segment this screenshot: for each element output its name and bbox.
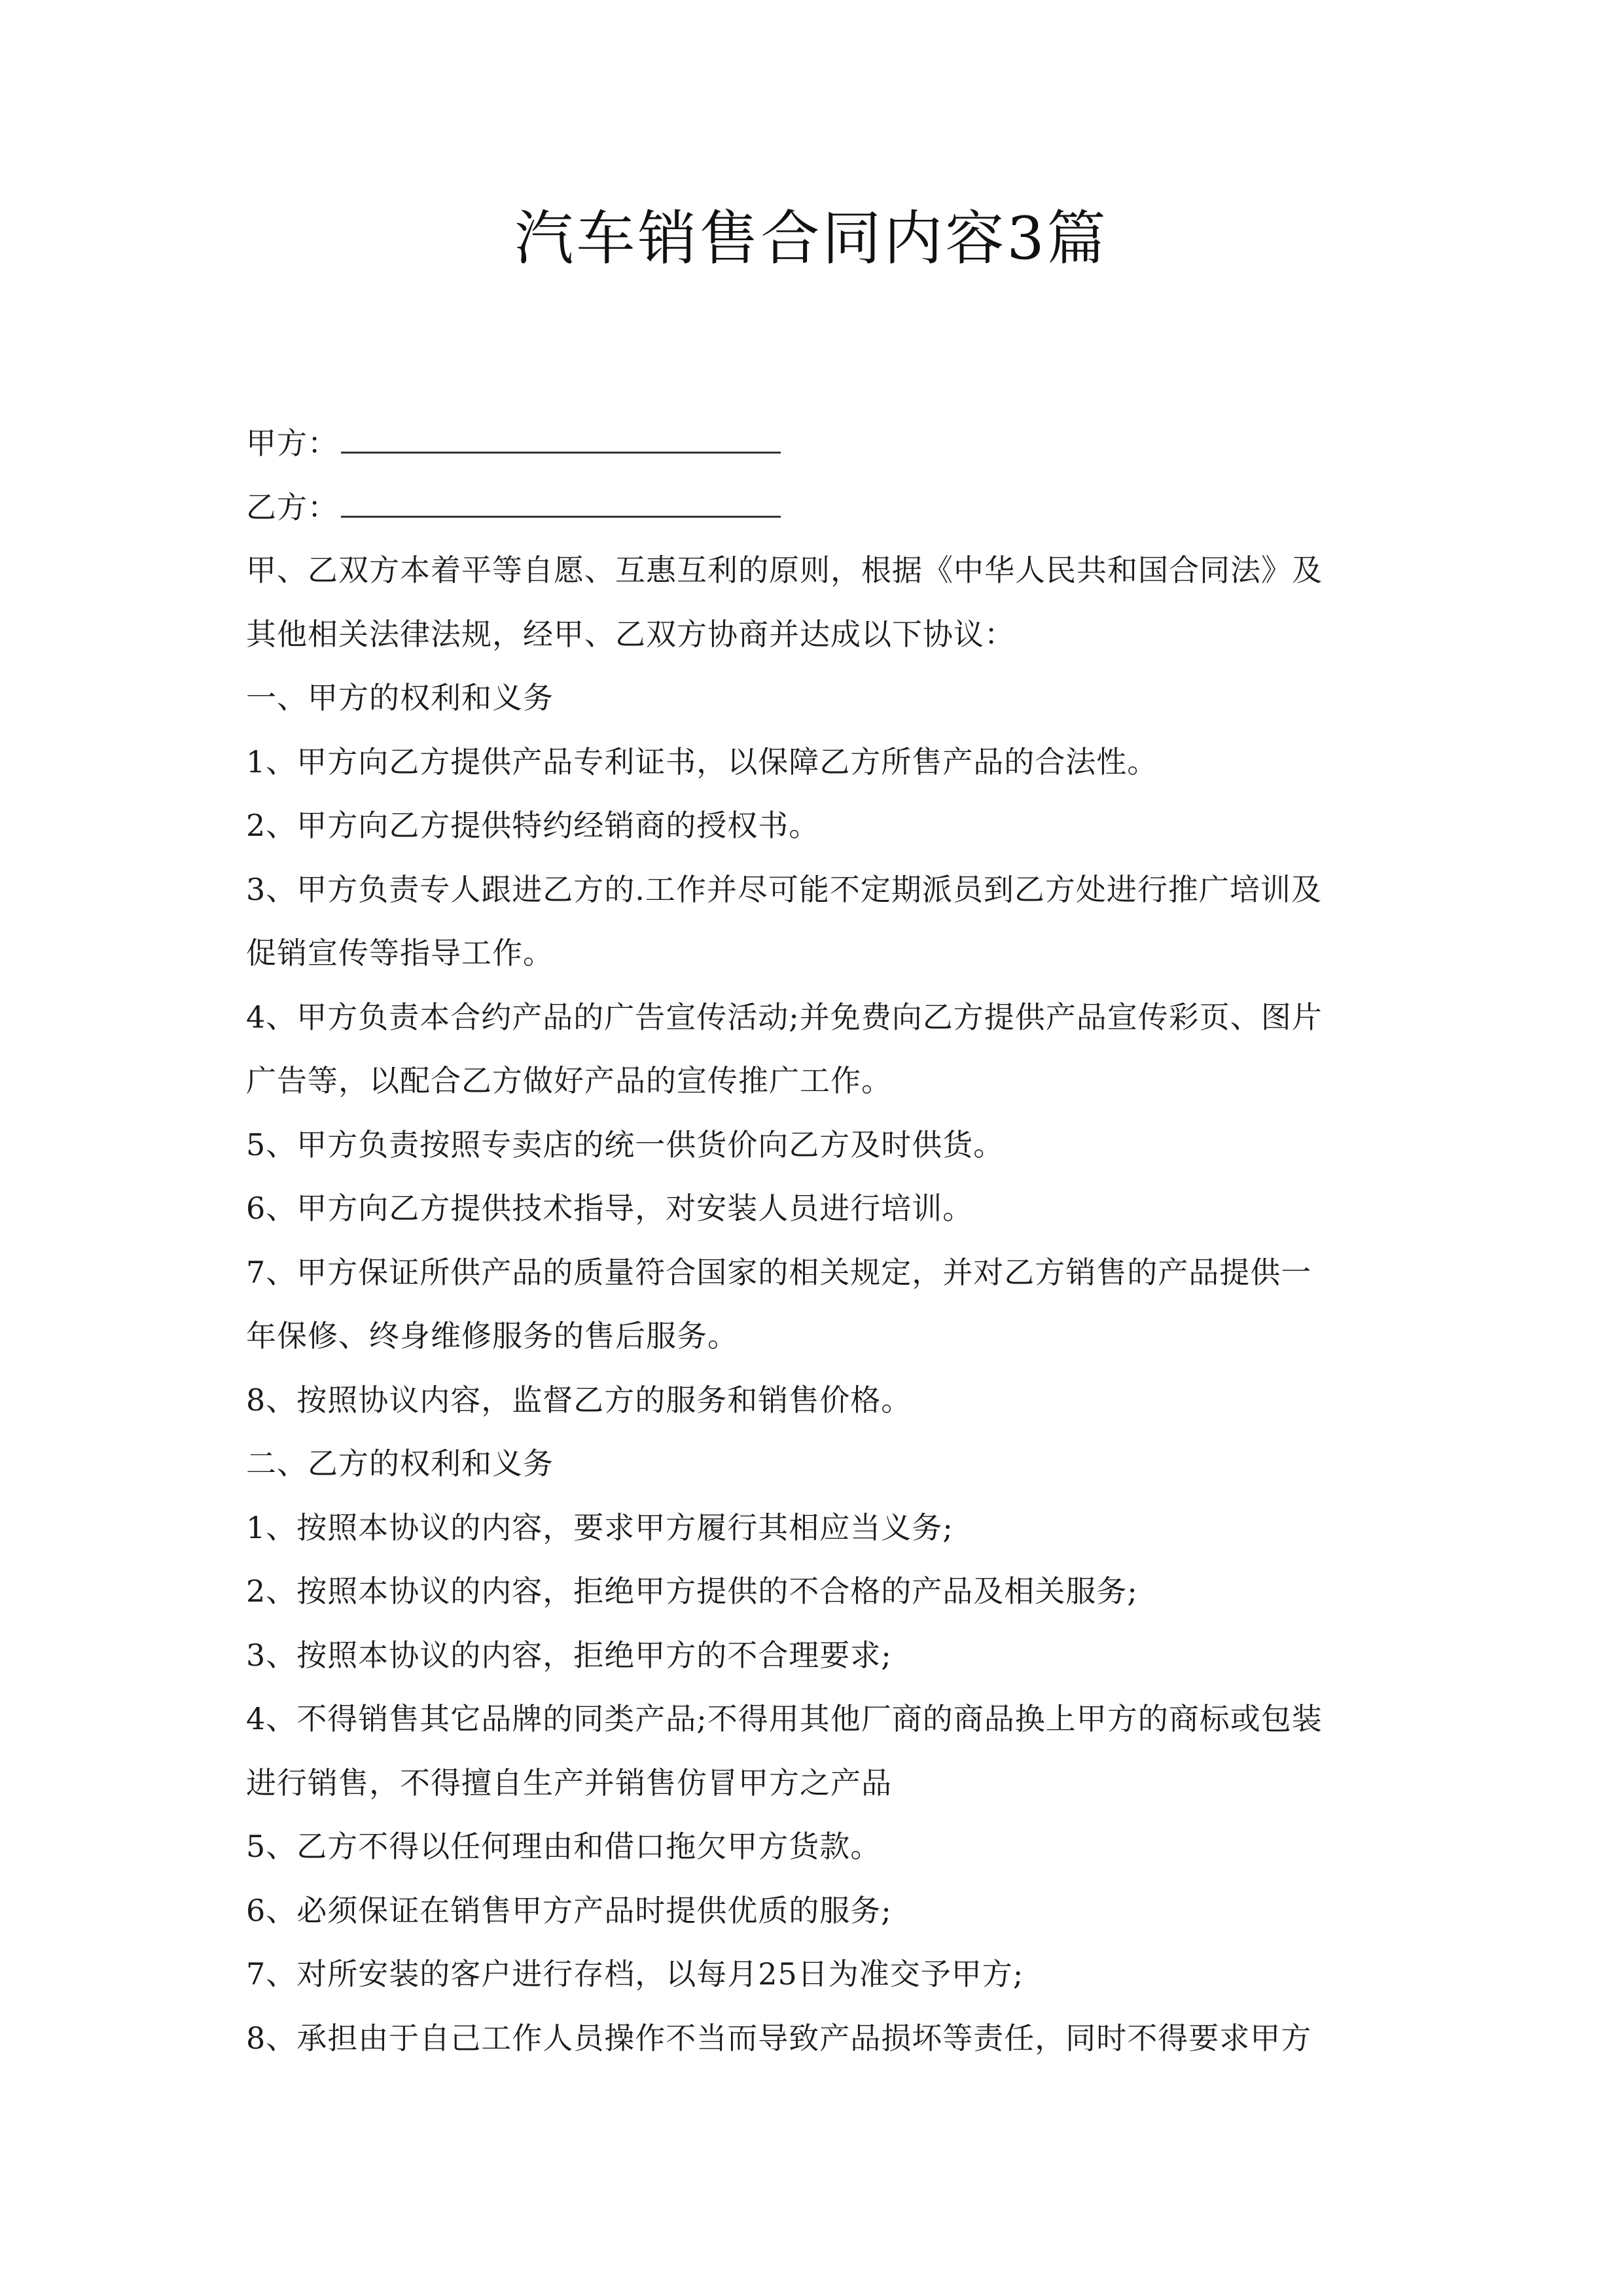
clause-line: 4、甲方负责本合约产品的广告宣传活动;并免费向乙方提供产品宣传彩页、图片 (246, 999, 1323, 1035)
section-heading: 一、甲方的权利和义务 (246, 680, 554, 715)
paragraph-line: 甲、乙双方本着平等自愿、互惠互利的原则，根据《中华人民共和国合同法》及 (246, 552, 1323, 588)
clause-line: 8、承担由于自己工作人员操作不当而导致产品损坏等责任，同时不得要求甲方 (246, 2020, 1312, 2056)
paragraph-line: 其他相关法律法规，经甲、乙双方协商并达成以下协议： (246, 616, 1015, 652)
party-a-blank (341, 411, 781, 454)
clause-line: 广告等，以配合乙方做好产品的宣传推广工作。 (246, 1063, 892, 1098)
clause-line: 6、甲方向乙方提供技术指导，对安装人员进行培训。 (246, 1191, 974, 1226)
clause-line: 8、按照协议内容，监督乙方的服务和销售价格。 (246, 1382, 912, 1418)
party-a-label: 甲方： (246, 425, 338, 461)
clause-line: 年保修、终身维修服务的售后服务。 (246, 1318, 738, 1354)
clause-line: 4、不得销售其它品牌的同类产品;不得用其他厂商的商品换上甲方的商标或包装 (246, 1701, 1323, 1736)
clause-line: 进行销售，不得擅自生产并销售仿冒甲方之产品 (246, 1765, 892, 1801)
clause-line: 2、按照本协议的内容，拒绝甲方提供的不合格的产品及相关服务; (246, 1573, 1138, 1609)
clause-line: 促销宣传等指导工作。 (246, 935, 554, 971)
clause-line: 5、甲方负责按照专卖店的统一供货价向乙方及时供货。 (246, 1126, 1005, 1162)
party-b-line (246, 475, 1378, 539)
clause-line: 6、必须保证在销售甲方产品时提供优质的服务; (246, 1892, 892, 1928)
clause-line: 3、按照本协议的内容，拒绝甲方的不合理要求; (246, 1637, 892, 1673)
document-title: 汽车销售合同内容3篇 (514, 204, 1109, 273)
document-body (246, 411, 1378, 2070)
party-a-line (246, 411, 1378, 475)
party-b-label: 乙方： (246, 489, 338, 525)
clause-line: 3、甲方负责专人跟进乙方的.工作并尽可能不定期派员到乙方处进行推广培训及 (246, 871, 1322, 907)
clause-line: 1、按照本协议的内容，要求甲方履行其相应当义务; (246, 1509, 954, 1545)
party-b-blank (341, 475, 781, 518)
clause-line: 7、甲方保证所供产品的质量符合国家的相关规定，并对乙方销售的产品提供一 (246, 1254, 1312, 1290)
clause-line: 7、对所安装的客户进行存档，以每月25日为准交予甲方; (246, 1956, 1024, 1992)
clause-line: 1、甲方向乙方提供产品专利证书，以保障乙方所售产品的合法性。 (246, 744, 1158, 780)
section-heading: 二、乙方的权利和义务 (246, 1446, 554, 1481)
clause-line: 2、甲方向乙方提供特约经销商的授权书。 (246, 808, 820, 843)
clause-line: 5、乙方不得以任何理由和借口拖欠甲方货款。 (246, 1829, 882, 1864)
